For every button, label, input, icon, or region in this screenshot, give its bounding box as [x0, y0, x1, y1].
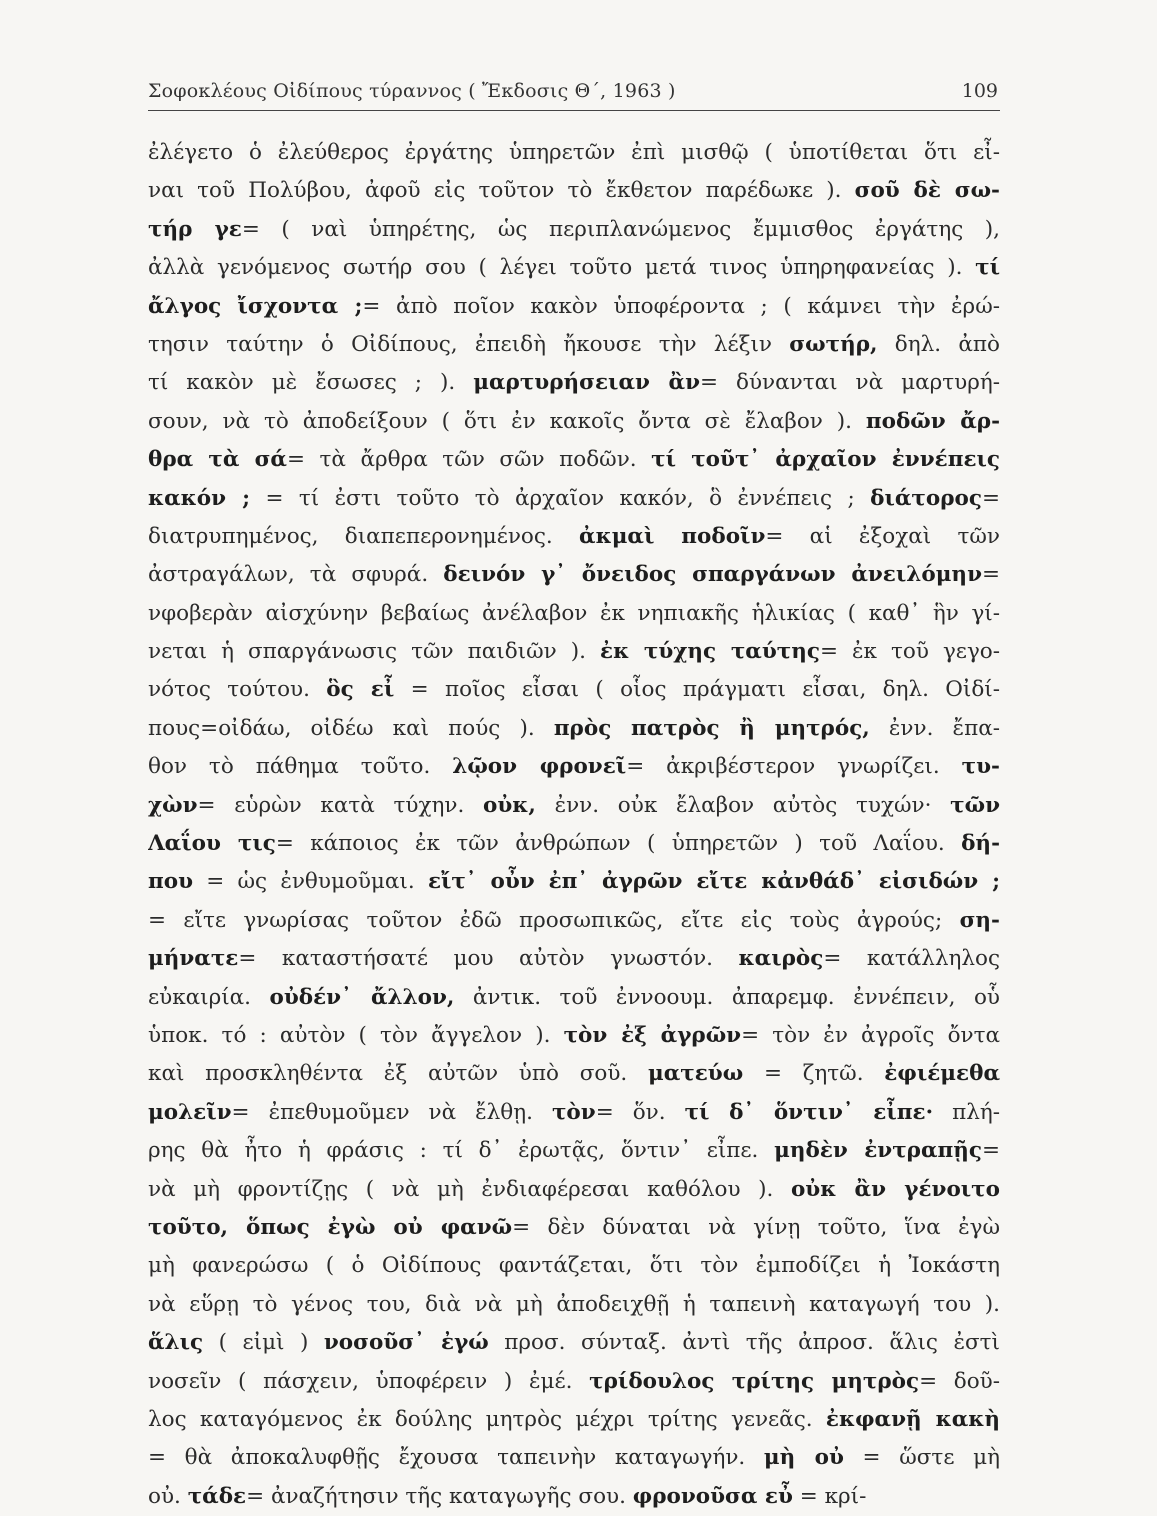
gloss-text: = ἀκριβέστερον γνωρίζει.	[626, 754, 962, 780]
text-line	[148, 710, 1000, 748]
gloss-text: ἐνν. ἔπα-	[869, 715, 1000, 741]
lemma: μολεῖν	[148, 1099, 232, 1125]
gloss-text: πλή-	[933, 1099, 1000, 1125]
text-line	[148, 1363, 1000, 1401]
lemma: σωτήρ,	[789, 331, 878, 357]
gloss-text: = ὡς ἐνθυμοῦμαι.	[193, 869, 428, 895]
lemma: τοῦτο, ὅπως ἐγὼ οὐ φανῶ	[148, 1214, 513, 1240]
text-line	[148, 748, 1000, 786]
lemma: τὸν ἐξ ἀγρῶν	[563, 1022, 742, 1048]
lemma: τήρ γε	[148, 216, 242, 242]
gloss-text: = ὥστε μὴ	[843, 1445, 1000, 1471]
gloss-text: = ἀπὸ ποῖον κακὸν ὑποφέροντα ; ( κάμνει τὴν ἐρώ-	[362, 293, 1000, 319]
text-line	[148, 480, 1000, 518]
text-line	[148, 633, 1000, 671]
lemma: φρονοῦσα εὖ	[632, 1483, 793, 1509]
gloss-text: = ἀναζήτησιν τῆς καταγωγῆς σου.	[246, 1483, 633, 1509]
text-line	[148, 1132, 1000, 1170]
text-line	[148, 1171, 1000, 1209]
gloss-text: νοσεῖν ( πάσχειν, ὑποφέρειν ) ἐμέ.	[148, 1368, 590, 1394]
gloss-text: θον τὸ πάθημα τοῦτο.	[148, 754, 453, 780]
gloss-text: = εἴτε γνωρίσας τοῦτον ἐδῶ προσωπικῶς, εἴτε εἰς τοὺς ἀγρούς;	[148, 907, 960, 933]
text-line	[148, 940, 1000, 978]
gloss-text: ρης θὰ ἦτο ἡ φράσις : τί δ᾽ ἐρωτᾷς, ὅντιν᾽ εἶπε.	[148, 1138, 775, 1164]
text-line	[148, 211, 1000, 249]
gloss-text: ναι τοῦ Πολύβου, ἀφοῦ εἰς τοῦτον τὸ ἔκθετον παρέδωκε ).	[148, 178, 855, 204]
gloss-text: νὰ εὕρῃ τὸ γένος του, διὰ νὰ μὴ ἀποδειχθῇ ἡ ταπεινὴ καταγωγή του ).	[148, 1291, 1000, 1317]
lemma: κακόν ;	[148, 485, 251, 511]
lemma: δεινόν γ᾽ ὄνειδος σπαργάνων ἀνειλόμην	[443, 562, 982, 588]
lemma: τί δ᾽ ὅντιν᾽ εἶπε·	[684, 1099, 934, 1125]
lemma: οὐκ ἂν γένοιτο	[790, 1176, 1000, 1202]
lemma: μὴ οὐ	[763, 1445, 844, 1471]
lemma: μαρτυρήσειαν ἂν	[473, 370, 701, 396]
text-line	[148, 172, 1000, 210]
gloss-text: ἀλλὰ γενόμενος σωτήρ σου ( λέγει τοῦτο μετά τινος ὑπηρηφανείας ).	[148, 255, 976, 281]
gloss-text: ὑποκ. τό : αὐτὸν ( τὸν ἄγγελον ).	[148, 1022, 564, 1048]
gloss-text: = ἐπεθυμοῦμεν νὰ ἔλθῃ.	[231, 1099, 552, 1125]
gloss-text: = ( ναὶ ὑπηρέτης, ὡς περιπλανώμενος ἔμμισθος ἐργάτης ),	[241, 216, 1000, 242]
gloss-text: σουν, νὰ τὸ ἀποδείξουν ( ὅτι ἐν κακοῖς ὄντα σὲ ἔλαβον ).	[148, 408, 866, 434]
lemma: που	[148, 869, 193, 895]
text-line	[148, 1401, 1000, 1439]
gloss-text: ἀντικ. τοῦ ἐννοουμ. ἀπαρεμφ. ἐννέπειν, οὗ	[454, 984, 1000, 1010]
text-line	[148, 595, 1000, 633]
gloss-text: νὰ μὴ φροντίζῃς ( νὰ μὴ ἐνδιαφέρεσαι καθόλου ).	[148, 1176, 791, 1202]
lemma: τρίδουλος τρίτης μητρὸς	[589, 1368, 920, 1394]
text-line	[148, 1209, 1000, 1247]
gloss-text: = τὸν ἐν ἀγροῖς ὄντα	[741, 1022, 1000, 1048]
text-line	[148, 1286, 1000, 1324]
text-line	[148, 288, 1000, 326]
lemma: ποδῶν ἄρ-	[865, 408, 1000, 434]
gloss-text: νότος τούτου.	[148, 677, 327, 703]
lemma: θρα τὰ σά	[148, 447, 287, 473]
gloss-text: νφοβερὰν αἰσχύνην βεβαίως ἀνέλαβον ἐκ νηπιακῆς ἡλικίας ( καθ᾽ ἣν γί-	[148, 600, 1000, 626]
gloss-text: =	[981, 485, 1000, 511]
text-line	[148, 863, 1000, 901]
commentary-text	[148, 134, 1000, 1516]
gloss-text: δηλ. ἀπὸ	[877, 331, 1000, 357]
text-line	[148, 441, 1000, 479]
gloss-text: νεται ἡ σπαργάνωσις τῶν παιδιῶν ).	[148, 639, 601, 665]
gloss-text: καὶ προσκληθέντα ἐξ αὐτῶν ὑπὸ σοῦ.	[148, 1061, 648, 1087]
gloss-text: = κρί-	[792, 1483, 867, 1509]
lemma: ση-	[959, 907, 1000, 933]
gloss-text: = αἱ ἐξοχαὶ τῶν	[765, 523, 1000, 549]
lemma: ἐκ τύχης ταύτης	[600, 639, 820, 665]
lemma: οὐδέν᾽ ἄλλον,	[269, 984, 455, 1010]
lemma: τί	[975, 255, 1000, 281]
text-line	[148, 403, 1000, 441]
gloss-text: = ἐκ τοῦ γεγο-	[819, 639, 1000, 665]
text-line	[148, 1247, 1000, 1285]
lemma: ἐκφανῇ κακὴ	[825, 1406, 1000, 1432]
lemma: ἄλγος ἴσχοντα ;	[148, 293, 363, 319]
gloss-text: = ζητῶ.	[743, 1061, 885, 1087]
lemma: λῷον φρονεῖ	[452, 754, 627, 780]
text-line	[148, 1324, 1000, 1362]
gloss-text: = τὰ ἄρθρα τῶν σῶν ποδῶν.	[286, 447, 652, 473]
page-number: 109	[961, 80, 998, 102]
gloss-text: = ὅν.	[595, 1099, 685, 1125]
gloss-text: λος καταγόμενος ἐκ δούλης μητρὸς μέχρι τρίτης γενεᾶς.	[148, 1406, 826, 1432]
text-line	[148, 671, 1000, 709]
lemma: τυ-	[961, 754, 1000, 780]
text-line	[148, 556, 1000, 594]
lemma: πρὸς πατρὸς ἢ μητρός,	[553, 715, 870, 741]
gloss-text: τί κακὸν μὲ ἔσωσες ; ).	[148, 370, 474, 396]
lemma: τὸν	[551, 1099, 596, 1125]
lemma: μήνατε	[148, 946, 239, 972]
text-line	[148, 787, 1000, 825]
gloss-text: = θὰ ἀποκαλυφθῇς ἔχουσα ταπεινὴν καταγωγήν.	[148, 1445, 764, 1471]
gloss-text: ( εἰμὶ )	[203, 1330, 324, 1356]
gloss-text: = καταστήσατέ μου αὐτὸν γνωστόν.	[238, 946, 739, 972]
lemma: καιρὸς	[738, 946, 824, 972]
lemma: Λαΐου τις	[148, 831, 276, 857]
lemma: τί τοῦτ᾽ ἀρχαῖον ἐννέπεις	[651, 447, 1000, 473]
gloss-text: πους=οἰδάω, οἰδέω καὶ πούς ).	[148, 715, 554, 741]
gloss-text: = κάποιος ἐκ τῶν ἀνθρώπων ( ὑπηρετῶν ) τοῦ Λαΐου.	[275, 831, 962, 857]
lemma: ὃς εἶ	[326, 677, 395, 703]
lemma: τῶν	[950, 792, 1000, 818]
text-line	[148, 825, 1000, 863]
text-line	[148, 326, 1000, 364]
gloss-text: ἐνν. οὐκ ἔλαβον αὐτὸς τυχών·	[535, 792, 951, 818]
lemma: ἅλις	[148, 1330, 204, 1356]
gloss-text: διατρυπημένος, διαπεπερονημένος.	[148, 523, 580, 549]
lemma: σοῦ δὲ σω-	[854, 178, 1000, 204]
lemma: διάτορος	[870, 485, 982, 511]
gloss-text: = κατάλληλος	[823, 946, 1000, 972]
gloss-text: = δοῦ-	[919, 1368, 1000, 1394]
gloss-text: ἀστραγάλων, τὰ σφυρά.	[148, 562, 444, 588]
running-header	[148, 70, 1000, 111]
lemma: οὐκ,	[483, 792, 536, 818]
gloss-text: προσ. σύνταξ. ἀντὶ τῆς ἀπροσ. ἅλις ἐστὶ	[488, 1330, 1000, 1356]
lemma: ματεύω	[647, 1061, 744, 1087]
gloss-text: οὐ.	[148, 1483, 188, 1509]
lemma: χὼν	[148, 792, 198, 818]
lemma: μηδὲν ἐντραπῇς	[774, 1138, 982, 1164]
gloss-text: =	[982, 562, 1000, 588]
text-line	[148, 1055, 1000, 1093]
header-title: Σοφοκλέους Οἰδίπους τύραννος ( Ἔκδοσις Θ΄, 1963 )	[148, 80, 676, 102]
text-line	[148, 1439, 1000, 1477]
text-line	[148, 1017, 1000, 1055]
lemma: ἐφιέμεθα	[884, 1061, 1000, 1087]
text-line	[148, 1094, 1000, 1132]
text-line	[148, 979, 1000, 1017]
text-line	[148, 1478, 1000, 1516]
lemma: ἀκμαὶ ποδοῖν	[579, 523, 766, 549]
gloss-text: = ποῖος εἶσαι ( οἷος πράγματι εἶσαι, δηλ. Οἰδί-	[394, 677, 1000, 703]
gloss-text: εὐκαιρία.	[148, 984, 270, 1010]
gloss-text: = τί ἐστι τοῦτο τὸ ἀρχαῖον κακόν, ὃ ἐννέπεις ;	[250, 485, 871, 511]
lemma: δή-	[961, 831, 1000, 857]
gloss-text: τησιν ταύτην ὁ Οἰδίπους, ἐπειδὴ ἤκουσε τὴν λέξιν	[148, 331, 790, 357]
gloss-text: μὴ φανερώσω ( ὁ Οἰδίπους φαντάζεται, ὅτι τὸν ἐμποδίζει ἡ Ἰοκάστη	[148, 1253, 1000, 1279]
text-line	[148, 134, 1000, 172]
text-line	[148, 364, 1000, 402]
lemma: νοσοῦσ᾽ ἐγώ	[323, 1330, 489, 1356]
gloss-text: = εὑρὼν κατὰ τύχην.	[197, 792, 483, 818]
gloss-text: = δὲν δύναται νὰ γίνῃ τοῦτο, ἵνα ἐγὼ	[512, 1214, 1000, 1240]
lemma: εἴτ᾽ οὖν ἐπ᾽ ἀγρῶν εἴτε κἀνθάδ᾽ εἰσιδών ;	[427, 869, 1000, 895]
text-line	[148, 249, 1000, 287]
text-line	[148, 902, 1000, 940]
gloss-text: = δύνανται νὰ μαρτυρή-	[700, 370, 1000, 396]
lemma: τάδε	[187, 1483, 247, 1509]
text-line	[148, 518, 1000, 556]
gloss-text: ἐλέγετο ὁ ἐλεύθερος ἐργάτης ὑπηρετῶν ἐπὶ μισθῷ ( ὑποτίθεται ὅτι εἶ-	[148, 140, 1000, 165]
gloss-text: =	[981, 1138, 1000, 1164]
